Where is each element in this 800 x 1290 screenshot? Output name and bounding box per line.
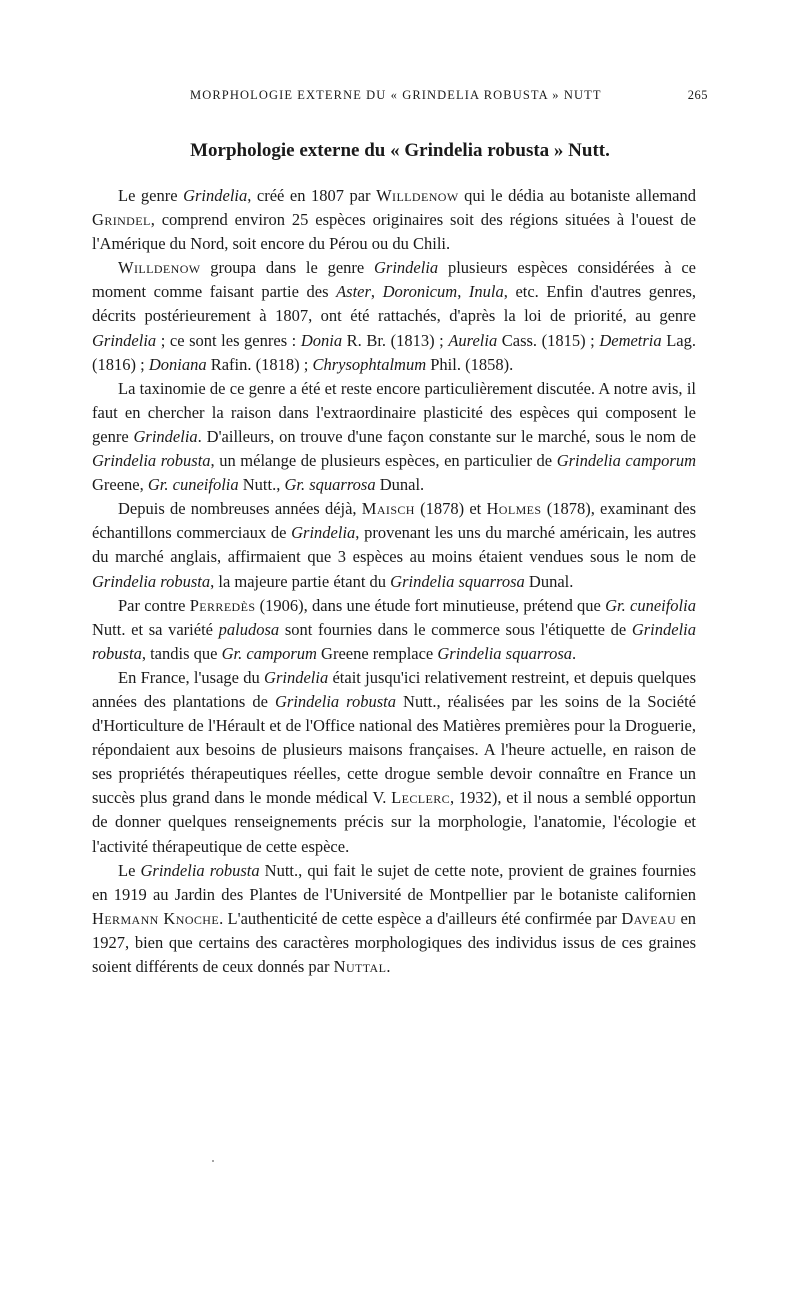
paragraph-6: En France, l'usage du Grindelia était jusqu'ici relativement restreint, et depuis quelques années des plantations de Grindelia robusta Nutt., réalisées par les soins de la Société d'Horticulture de l'Hérault et de l'Office national des Matières premières pour la Droguerie, répondaient aux besoins de plusieurs maisons françaises. A l'heure actuelle, en raison de ses propriétés thérapeutiques réelles, cette drogue semble devoir connaître en France un succès plus grand dans le monde médical V. Leclerc, 1932), et il nous a semblé opportun de donner quelques renseignements précis sur la morphologie, l'anatomie, l'écologie et l'activité thérapeutique de cette espèce. xyxy=(92,667,696,856)
page-number: 265 xyxy=(687,88,708,102)
paragraph-3: La taxinomie de ce genre a été et reste encore particulièrement discutée. A notre avis, il faut en chercher la raison dans l'extraordinaire plasticité des espèces qui composent le genre Grindelia. D'ailleurs, on trouve d'une façon constante sur le marché, sous le nom de Grindelia robusta, un mélange de plusieurs espèces, en particulier de Grindelia camporum Greene, Gr. cuneifolia Nutt., Gr. squarrosa Dunal. xyxy=(92,378,697,495)
article-title: Morphologie externe du « Grindelia robusta » Nutt. xyxy=(190,140,610,161)
paragraph-4: Depuis de nombreuses années déjà, Maisch (1878) et Holmes (1878), examinant des échantillons commerciaux de Grindelia, provenant les uns du marché américain, les autres du marché anglais, affirmaient que 3 espèces au moins étaient vendues sous le nom de Grindelia robusta, la majeure partie étant du Grindelia squarrosa Dunal. xyxy=(92,499,696,591)
paragraph-1: Le genre Grindelia, créé en 1807 par Willdenow qui le dédia au botaniste allemand Grindel, comprend environ 25 espèces originaires soit des régions situées à l'ouest de l'Amérique du Nord, soit encore du Pérou ou du Chili. xyxy=(92,186,697,254)
running-header xyxy=(190,88,708,103)
paragraph-2: Willdenow groupa dans le genre Grindelia plusieurs espèces considérées à ce moment comme faisant partie des Aster, Doronicum, Inula, etc. Enfin d'autres genres, décrits postérieurement à 1807, ont été rattachés, d'après la loi de priorité, au genre Grindelia ; ce sont les genres : Donia R. Br. (1813) ; Aurelia Cass. (1815) ; Demetria Lag. (1816) ; Doniana Rafin. (1818) ; Chrysophtalmum Phil. (1858). xyxy=(92,258,696,374)
paragraph-5: Par contre Perredès (1906), dans une étude fort minutieuse, prétend que Gr. cuneifolia Nutt. et sa variété paludosa sont fournies dans le commerce sous l'étiquette de Grindelia robusta, tandis que Gr. camporum Greene remplace Grindelia squarrosa. xyxy=(92,595,696,663)
running-title: MORPHOLOGIE EXTERNE DU « GRINDELIA ROBUSTA » NUTT xyxy=(190,88,602,102)
paragraph-7: Le Grindelia robusta Nutt., qui fait le sujet de cette note, provient de graines fournies en 1919 au Jardin des Plantes de l'Université de Montpellier par le botaniste californien Hermann Knoche. L'authenticité de cette espèce a d'ailleurs été confirmée par Daveau en 1927, bien que certains des caractères morphologiques des individus issus de ces graines soient différents de ceux donnés par Nuttal. xyxy=(92,860,697,976)
article-body xyxy=(92,184,696,979)
print-speck xyxy=(212,1160,214,1162)
